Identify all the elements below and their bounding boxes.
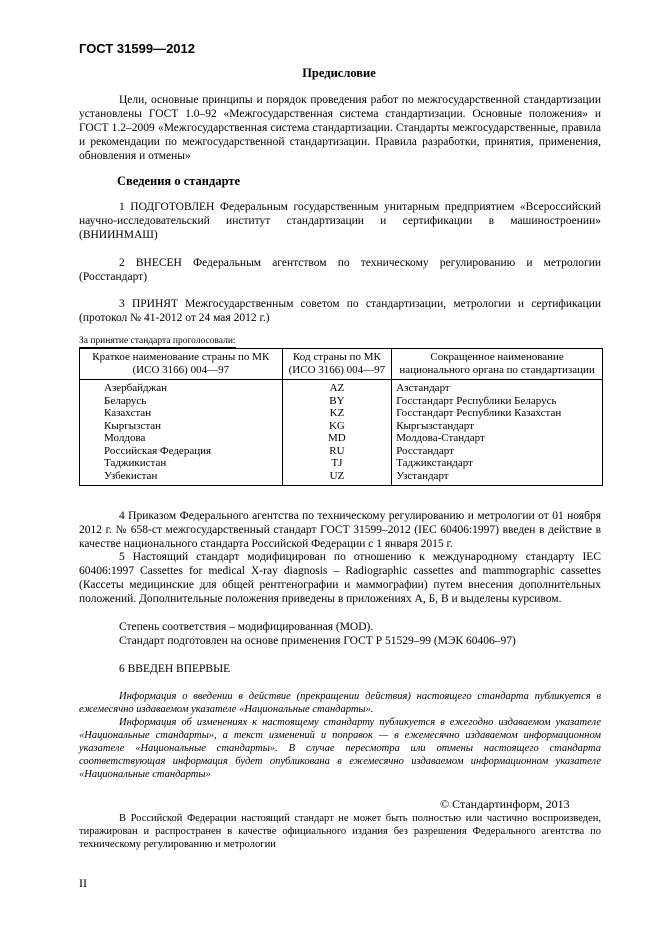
cell-body: Кыргызстандарт — [392, 420, 603, 433]
cell-code: MD — [282, 432, 392, 445]
cell-country: Беларусь — [80, 395, 283, 408]
cell-code: KG — [282, 420, 392, 433]
cell-country: Азербайджан — [80, 380, 283, 395]
cell-country: Узбекистан — [80, 470, 283, 486]
info-item-6: 6 ВВЕДЕН ВПЕРВЫЕ — [119, 663, 231, 675]
page-number: II — [79, 876, 87, 890]
cell-body: Узстандарт — [392, 470, 603, 486]
cell-body: Госстандарт Республики Беларусь — [392, 395, 603, 408]
document-code: ГОСТ 31599—2012 — [79, 41, 195, 56]
column-header-body: Сокращенное наименование национального органа по стандартизации — [392, 349, 603, 380]
table-header-row — [80, 349, 603, 380]
table-row — [80, 420, 603, 433]
info-item-4: 4 Приказом Федерального агентства по техническому регулированию и метрологии от 01 ноября 2012 г. № 658-ст межгосударственный стандарт ГОСТ 31599–2012 (IEC 60406:1997) введен в действие в качестве национального стандарта Российской Федерации с 1 января 2015 г. — [79, 510, 601, 550]
table-row — [80, 395, 603, 408]
foreword-title: Предисловие — [302, 66, 376, 80]
standard-info-title: Сведения о стандарте — [117, 174, 241, 188]
cell-body: Росстандарт — [392, 445, 603, 458]
cell-body: Госстандарт Республики Казахстан — [392, 407, 603, 420]
cell-country: Кыргызстан — [80, 420, 283, 433]
cell-country: Казахстан — [80, 407, 283, 420]
voting-countries-table — [79, 348, 603, 486]
cell-country: Российская Федерация — [80, 445, 283, 458]
cell-code: RU — [282, 445, 392, 458]
table-caption: За принятие стандарта проголосовали: — [79, 336, 236, 346]
foreword-text: Цели, основные принципы и порядок проведения работ по межгосударственной стандартизации установлены ГОСТ 1.0–92 «Межгосударственная система стандартизации. Основные положения» и ГОСТ 1.2–2009 «Межгосударственная система стандартизации. Стандарты межгосударственные, правила и рекомендации по межгосударственной стандартизации. Правила разработки, принятия, применения, обновления и отмены» — [79, 94, 601, 162]
info-item-3: 3 ПРИНЯТ Межгосударственным советом по стандартизации, метрологии и сертификации (протокол № 41-2012 от 24 мая 2012 г.) — [79, 298, 601, 324]
table-row — [80, 407, 603, 420]
table-row — [80, 457, 603, 470]
info-item-1: 1 ПОДГОТОВЛЕН Федеральным государственным унитарным предприятием «Всероссийский научно-исследовательский институт стандартизации и сертификации в машиностроении» (ВНИИНМАШ) — [79, 201, 601, 241]
column-header-code: Код страны по МК (ИСО 3166) 004—97 — [282, 349, 392, 380]
copyright: © Стандартинформ, 2013 — [440, 797, 570, 811]
cell-body: Молдова-Стандарт — [392, 432, 603, 445]
cell-body: Таджикстандарт — [392, 457, 603, 470]
rights-notice: В Российской Федерации настоящий стандарт не может быть полностью или частично воспроизведен, тиражирован и распространен в качестве официального издания без разрешения Федерального агентства по техническому регулированию и метрологии — [79, 813, 601, 850]
note-amendments: Информация об изменениях к настоящему стандарту публикуется в ежегодно издаваемом указателе «Национальные стандарты», а текст изменений и поправок — в ежемесячно издаваемом информационном указателе «Национальные стандарты». В случае пересмотра или отмены настоящего стандарта соответствующая информация будет опубликована в ежемесячно издаваемом информационном указателе «Национальные стандарты» — [79, 717, 601, 780]
info-item-5: 5 Настоящий стандарт модифицирован по отношению к международному стандарту IEC 60406:1997 Cassettes for medical X-ray diagnosis – Radiographic cassettes and mammographic cassettes (Кассеты медицинские для общей рентгенографии и маммографии) путем внесения дополнительных положений. Дополнительные положения приведены в приложениях А, Б, В и выделены курсивом. — [79, 551, 601, 605]
cell-country: Молдова — [80, 432, 283, 445]
compliance-degree: Степень соответствия – модифицированная (MOD). — [119, 621, 374, 633]
cell-body: Азстандарт — [392, 380, 603, 395]
cell-code: AZ — [282, 380, 392, 395]
table-row — [80, 445, 603, 458]
table-row — [80, 432, 603, 445]
cell-code: TJ — [282, 457, 392, 470]
cell-code: UZ — [282, 470, 392, 486]
standard-basis: Стандарт подготовлен на основе применения ГОСТ Р 51529–99 (МЭК 60406–97) — [119, 635, 516, 647]
table-row — [80, 470, 603, 486]
table-row — [80, 380, 603, 395]
note-enactment: Информация о введении в действие (прекращении действия) настоящего стандарта публикуется в ежемесячно издаваемом указателе «Национальные стандарты». — [79, 691, 601, 715]
cell-code: KZ — [282, 407, 392, 420]
info-item-2: 2 ВНЕСЕН Федеральным агентством по техническому регулированию и метрологии (Росстандарт) — [79, 257, 601, 283]
column-header-country: Краткое наименование страны по МК (ИСО 3166) 004—97 — [80, 349, 283, 380]
cell-country: Таджикистан — [80, 457, 283, 470]
cell-code: BY — [282, 395, 392, 408]
